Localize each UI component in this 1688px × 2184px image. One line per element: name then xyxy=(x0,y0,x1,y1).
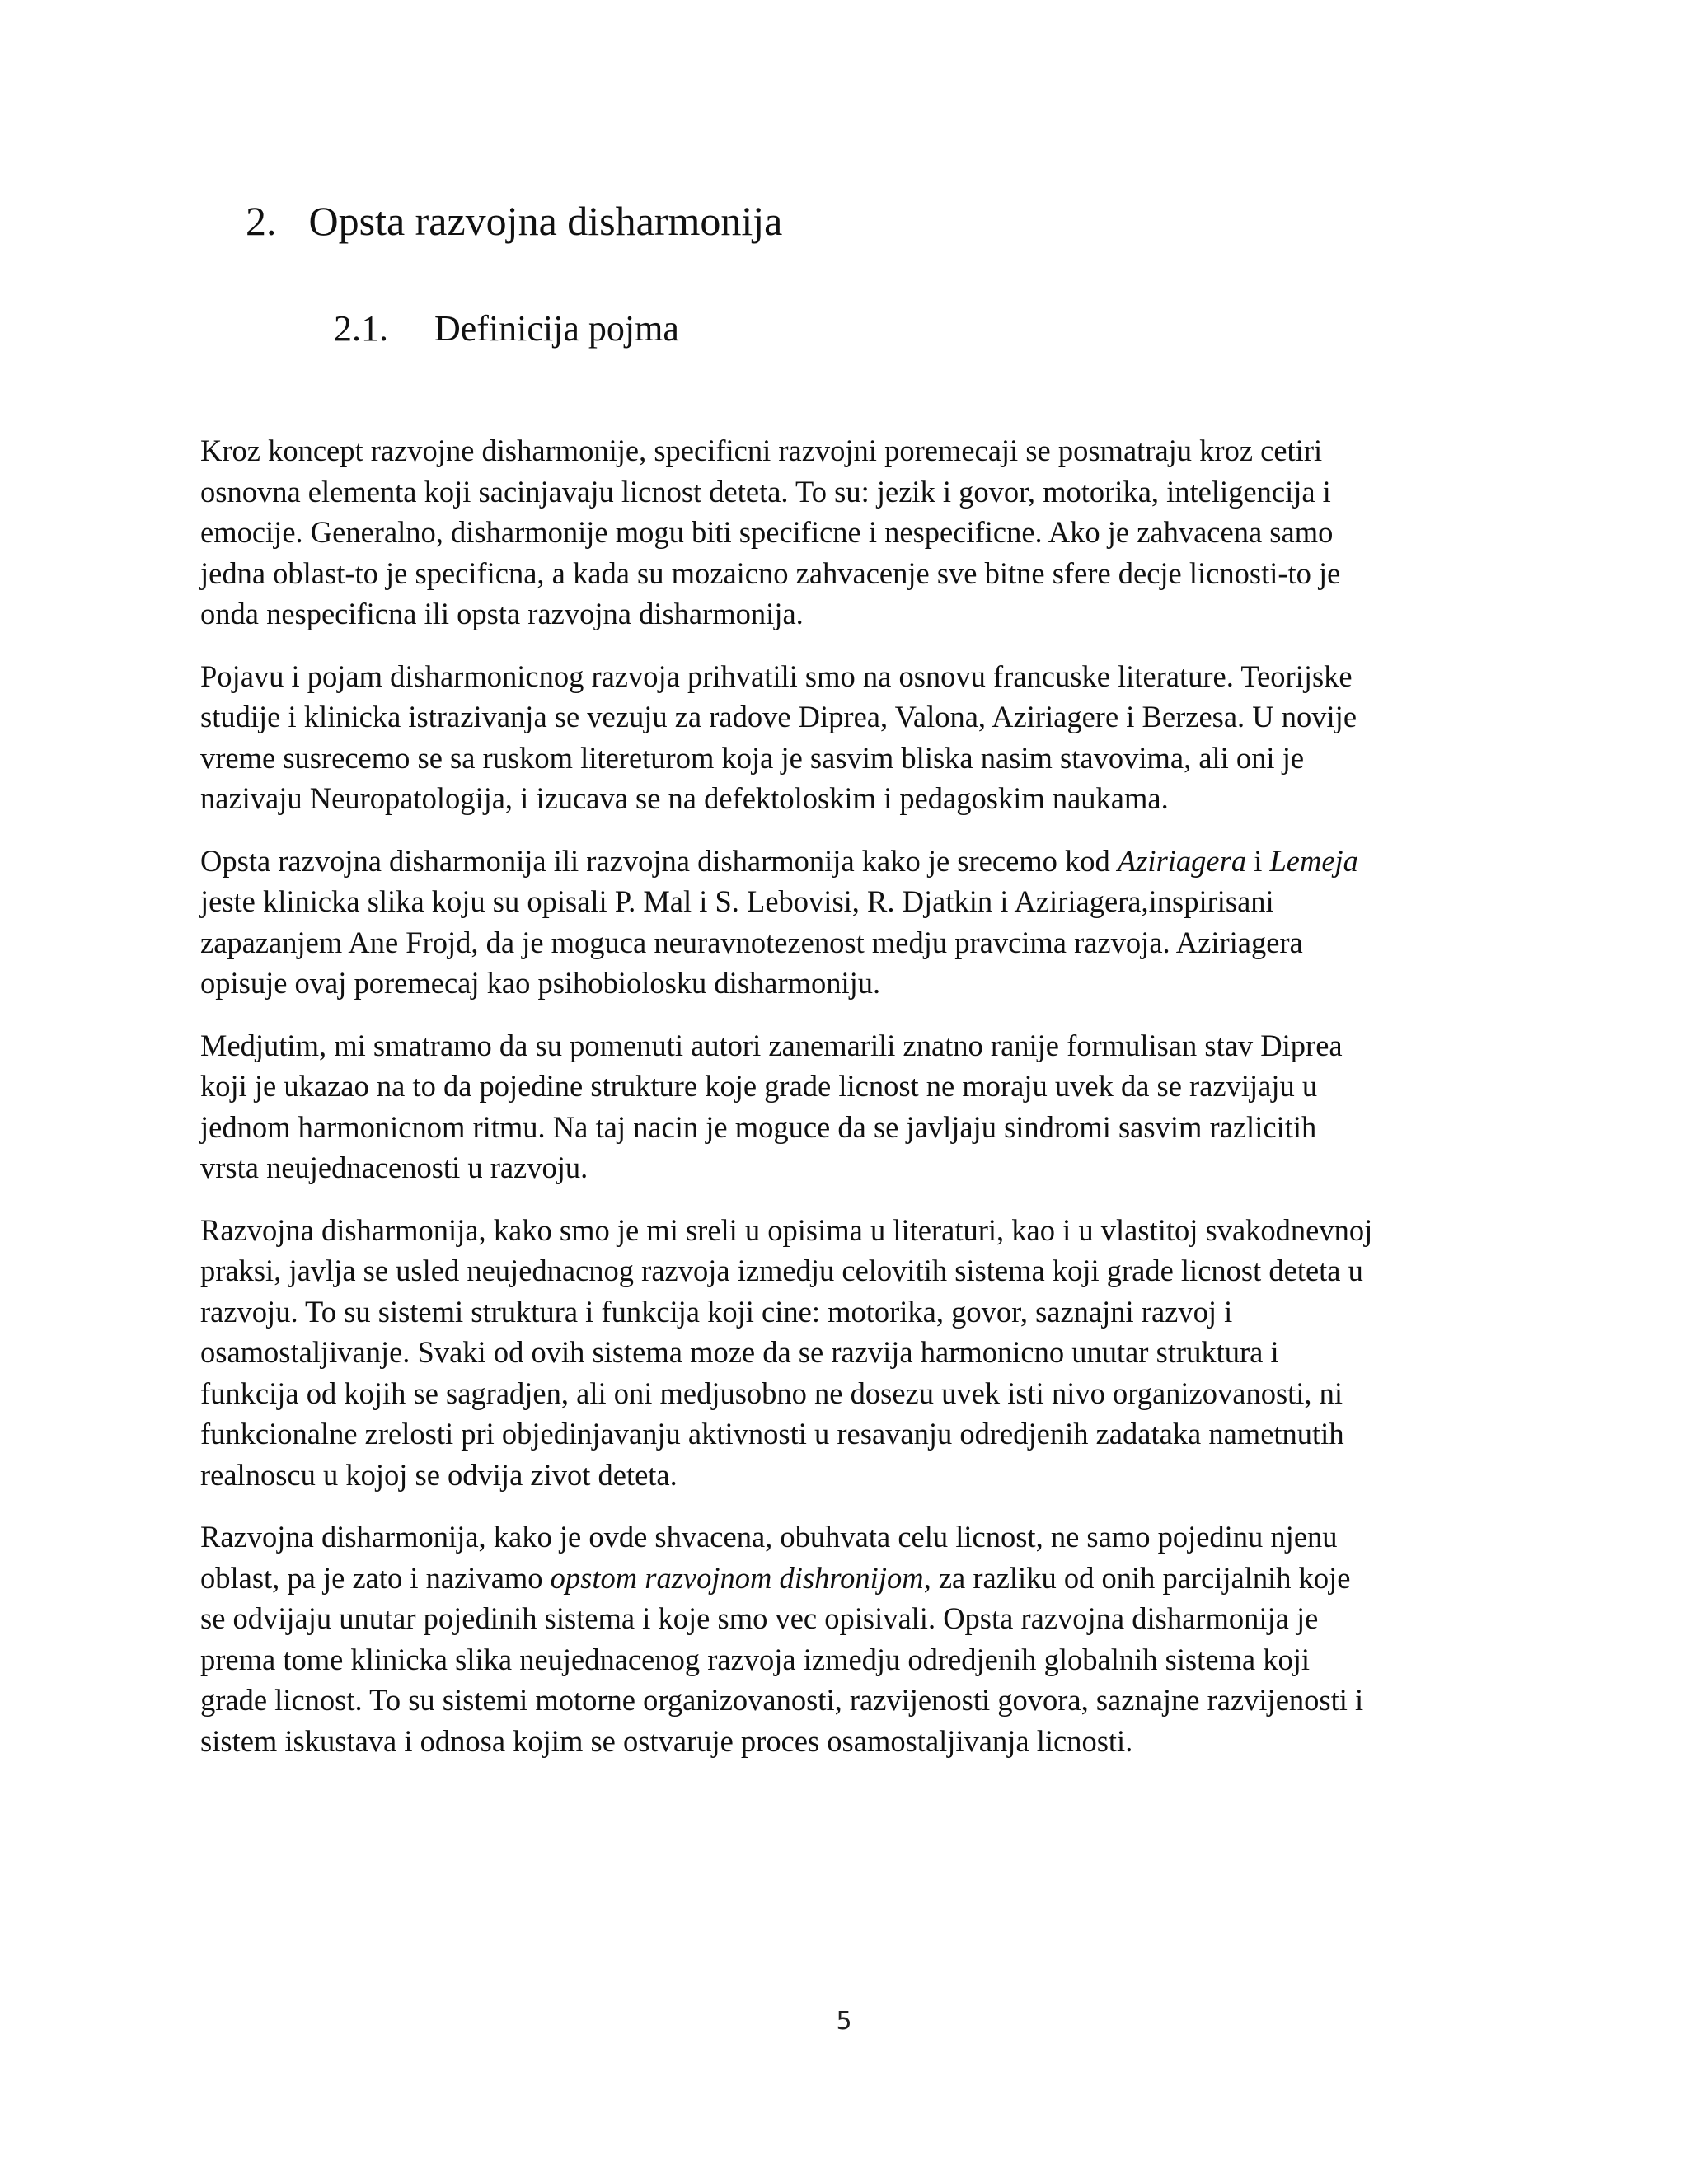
text-line: onda nespecificna ili opsta razvojna disharmonija. xyxy=(200,597,804,630)
section-title: Opsta razvojna disharmonija xyxy=(308,198,783,244)
text-line: osamostaljivanje. Svaki od ovih sistema moze da se razvija harmonicno unutar struktura i xyxy=(200,1335,1279,1369)
text-line: vreme susrecemo se sa ruskom litereturom koja je sasvim bliska nasim stavovima, ali oni je xyxy=(200,740,1305,775)
text-line: funkcionalne zrelosti pri objedinjavanju aktivnosti u resavanju odredjenih zadataka nametnutih xyxy=(200,1417,1344,1451)
text-line: jedna oblast-to je specificna, a kada su mozaicno zahvacenje sve bitne sfere decje licnosti-to je xyxy=(200,555,1341,590)
italic-name: Aziriagera xyxy=(1117,843,1247,878)
text-line: zapazanjem Ane Frojd, da je moguca neuravnotezenost medju pravcima razvoja. Aziriagera xyxy=(200,925,1303,959)
text-line: funkcija od kojih se sagradjen, ali oni medjusobno ne dosezu uvek isti nivo organizovanosti, ni xyxy=(200,1376,1343,1410)
text-line: nazivaju Neuropatologija, i izucava se na defektoloskim i pedagoskim naukama. xyxy=(200,781,1169,815)
text-line: realnoscu u kojoj se odvija zivot deteta. xyxy=(200,1457,678,1492)
text-line: grade licnost. To su sistemi motorne organizovanosti, razvijenosti govora, saznajne razvijenosti i xyxy=(200,1683,1364,1717)
text-run: i xyxy=(1246,843,1270,878)
text-line: Pojavu i pojam disharmonicnog razvoja prihvatili smo na osnovu francuske literature. Teorijske xyxy=(200,658,1353,693)
section-heading xyxy=(246,196,782,246)
text-line: razvoju. To su sistemi struktura i funkcija koji cine: motorika, govor, saznajni razvoj i xyxy=(200,1294,1233,1329)
text-line: se odvijaju unutar pojedinih sistema i koje smo vec opisivali. Opsta razvojna disharmonija je xyxy=(200,1601,1319,1635)
text-line: prema tome klinicka slika neujednacenog razvoja izmedju odredjenih globalnih sistema koji xyxy=(200,1642,1311,1676)
text-line: jednom harmonicnom ritmu. Na taj nacin je moguce da se javljaju sindromi sasvim razlicitih xyxy=(200,1109,1317,1144)
text-line xyxy=(200,1558,1486,1599)
italic-name: Lemeja xyxy=(1269,843,1358,878)
text-line: koji je ukazao na to da pojedine strukture koje grade licnost ne moraju uvek da se razvijaju u xyxy=(200,1069,1318,1103)
text-line: osnovna elementa koji sacinjavaju licnost deteta. To su: jezik i govor, motorika, inteligencija i xyxy=(200,474,1331,509)
paragraph-4 xyxy=(200,1025,1486,1188)
subsection-heading xyxy=(334,307,679,351)
text-line: Razvojna disharmonija, kako smo je mi sreli u opisima u literaturi, kao i u vlastitoj svakodnevnoj xyxy=(200,1212,1373,1247)
text-run: , za razliku od onih parcijalnih koje xyxy=(923,1560,1351,1595)
text-line: vrsta neujednacenosti u razvoju. xyxy=(200,1151,588,1184)
text-line: jeste klinicka slika koju su opisali P. Mal i S. Lebovisi, R. Djatkin i Aziriagera,inspirisani xyxy=(200,884,1274,918)
section-number: 2. xyxy=(246,198,277,244)
italic-term: opstom razvojnom dishronijom xyxy=(550,1560,924,1595)
text-line xyxy=(200,841,1486,882)
text-line: sistem iskustava i odnosa kojim se ostvaruje proces osamostaljivanja licnosti. xyxy=(200,1723,1133,1758)
subsection-title: Definicija pojma xyxy=(434,308,679,349)
text-run: oblast, pa je zato i nazivamo xyxy=(200,1560,551,1595)
text-line: studije i klinicka istrazivanja se vezuju za radove Diprea, Valona, Aziriagere i Berzesa. U novije xyxy=(200,700,1357,733)
paragraph-5 xyxy=(200,1210,1486,1496)
paragraph-3 xyxy=(200,841,1486,1004)
paragraph-6 xyxy=(200,1516,1486,1761)
text-line: Kroz koncept razvojne disharmonije, specificni razvojni poremecaji se posmatraju kroz cetiri xyxy=(200,434,1323,467)
paragraph-2 xyxy=(200,656,1486,819)
text-line: Razvojna disharmonija, kako je ovde shvacena, obuhvata celu licnost, ne samo pojedinu njenu xyxy=(200,1520,1338,1554)
paragraph-1 xyxy=(200,430,1486,635)
text-run: Opsta razvojna disharmonija ili razvojna disharmonija kako je srecemo kod xyxy=(200,843,1118,878)
text-line: emocije. Generalno, disharmonije mogu biti specificne i nespecificne. Ako je zahvacena samo xyxy=(200,515,1334,549)
subsection-number: 2.1. xyxy=(334,308,388,349)
text-line: praksi, javlja se usled neujednacnog razvoja izmedju celovitih sistema koji grade licnost deteta u xyxy=(200,1254,1363,1287)
text-line: Medjutim, mi smatramo da su pomenuti autori zanemarili znatno ranije formulisan stav Diprea xyxy=(200,1028,1343,1062)
text-line: opisuje ovaj poremecaj kao psihobiolosku disharmoniju. xyxy=(200,966,881,1000)
page-number: 5 xyxy=(836,2007,852,2036)
body-text xyxy=(200,430,1486,1783)
